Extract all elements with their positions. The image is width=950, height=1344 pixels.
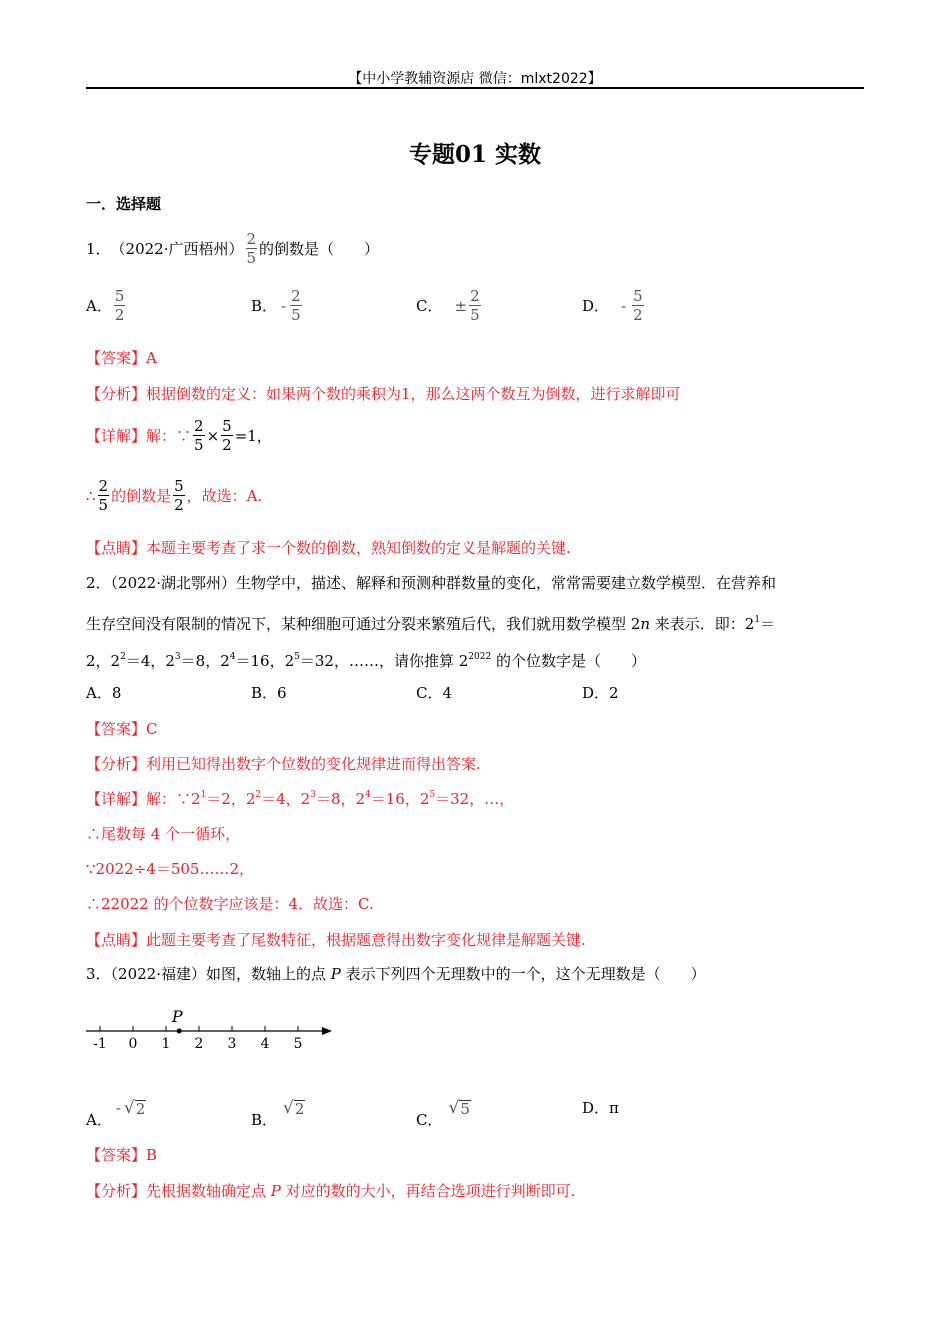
- q3-option-b-rad: 2: [294, 1099, 305, 1118]
- q1-option-a-frac: [114, 287, 126, 324]
- q3-stem-p: P: [330, 965, 341, 983]
- page-header: 【中小学教辅资源店 微信：mlxt2022】: [348, 71, 602, 87]
- q1-detail2-prefix: ∴: [86, 486, 96, 505]
- q2-line3-run: ＝16，2: [235, 652, 295, 670]
- q1-detail-prefix: 【详解】解：∵: [86, 427, 192, 445]
- q1-option-d-label: D．: [582, 297, 610, 315]
- number-line: [86, 1003, 336, 1053]
- q1-detail-frac2-num: 5: [222, 417, 232, 435]
- q2-stem-line3: [86, 647, 646, 671]
- q3-option-c-rad: 5: [460, 1099, 470, 1118]
- q2-line3-run: 5: [294, 652, 300, 662]
- q1-option-c-sign: ±: [454, 296, 468, 315]
- q1-analysis: 【分析】根据倒数的定义：如果两个数的乘积为1，那么这两个数互为倒数，进行求解即可: [86, 385, 681, 403]
- q1-option-d-num: 5: [633, 287, 643, 305]
- q2-line2-a: 生存空间没有限制的情况下，某种细胞可通过分裂来繁殖后代，我们就用数学模型 2: [86, 615, 641, 633]
- q1-option-c-den: 5: [470, 306, 480, 324]
- q1-option-d-den: 2: [633, 306, 643, 324]
- q1-option-c[interactable]: [416, 287, 483, 324]
- q3-option-d[interactable]: D．π: [582, 1099, 619, 1117]
- q2-detail-run: 1: [200, 790, 207, 800]
- q1-option-b-label: B．: [251, 297, 278, 315]
- q3-stem-b: 表示下列四个无理数中的一个，这个无理数是（ ）: [340, 965, 706, 983]
- q2-detail-run: 3: [310, 790, 316, 800]
- q2-line3-run: 4: [229, 652, 236, 662]
- q1-fraction: [246, 230, 258, 267]
- q1-detail-frac1-num: 2: [194, 417, 204, 435]
- number-line-tick-label: 2: [194, 1036, 204, 1052]
- q2-detail-run: ＝2，2: [206, 790, 256, 808]
- q2-line2-b: 来表示．即：2: [650, 615, 755, 633]
- q1-detail-2: [86, 477, 262, 514]
- q3-option-a-sign: -: [115, 1098, 121, 1117]
- q3-analysis: [86, 1180, 575, 1201]
- q1-option-a-label: A．: [86, 297, 112, 315]
- q1-option-b-sign: -: [281, 296, 287, 315]
- q1-number: 1．: [86, 239, 111, 258]
- q2-line2-c: ＝: [760, 615, 776, 633]
- q1-detail2-frac2-den: 2: [174, 496, 184, 514]
- q2-line2-sup: 1: [754, 615, 761, 625]
- number-line-tick-label: 5: [293, 1036, 303, 1052]
- number-line-point-label: P: [171, 1007, 183, 1026]
- q3-stem-a: 3．（2022·福建）如图，数轴上的点: [86, 965, 331, 983]
- q2-comment: 【点睛】此题主要考查了尾数特征，根据题意得出数字变化规律是解题关键.: [86, 931, 586, 949]
- q2-line3-run: 2，2: [86, 652, 121, 670]
- q2-step-4: ∴22022 的个位数字应该是：4．故选：C.: [86, 895, 374, 913]
- q2-line3-run: ＝4，2: [125, 652, 175, 670]
- q3-option-b[interactable]: [251, 1085, 305, 1130]
- number-line-tick-label: 3: [227, 1036, 237, 1052]
- q1-detail2-end: ，故选：A.: [186, 487, 263, 505]
- q1-detail: [86, 417, 272, 454]
- q3-option-b-sqrt: √ 2: [283, 1097, 305, 1118]
- q2-detail-run: ＝8，2: [315, 790, 366, 808]
- q3-option-b-label: B．: [251, 1111, 278, 1129]
- q1-detail2-mid: 的倒数是: [111, 487, 172, 505]
- q3-option-a-sqrt: √ 2: [123, 1097, 146, 1118]
- q3-analysis-a: 【分析】先根据数轴确定点: [86, 1182, 271, 1200]
- q3-option-a[interactable]: [86, 1085, 146, 1130]
- q1-answer: 【答案】A: [86, 349, 157, 367]
- q1-fraction-den: 5: [246, 249, 257, 267]
- q3-option-c-sqrt: √ 5: [448, 1097, 470, 1118]
- q2-detail-run: 4: [365, 790, 371, 800]
- q1-option-a-den: 2: [114, 306, 125, 324]
- q3-analysis-b: 对应的数的大小，再结合选项进行判断即可.: [280, 1182, 576, 1200]
- q2-answer: 【答案】C: [86, 720, 158, 738]
- q1-detail-frac1: [193, 417, 205, 454]
- q2-line3-run: 2022: [468, 652, 492, 662]
- q3-option-a-rad: 2: [135, 1099, 146, 1118]
- q1-detail2-frac1-den: 5: [98, 496, 109, 514]
- q3-option-a-label: A．: [86, 1111, 112, 1129]
- q1-detail2-frac2-num: 5: [174, 477, 184, 495]
- page-title: 专题01 实数: [408, 141, 541, 168]
- q1-detail2-frac2: [173, 477, 185, 514]
- q1-detail2-frac1-num: 2: [98, 477, 109, 495]
- q2-step-3: ∵2022÷4＝505……2，: [86, 860, 255, 878]
- number-line-tick-label: 0: [128, 1036, 138, 1052]
- q2-line3-run: ＝32，……，请你推算 2: [299, 652, 469, 670]
- q3-analysis-p: P: [270, 1182, 281, 1200]
- q2-stem-line2: [86, 610, 775, 634]
- number-line-arrow: [322, 1027, 332, 1035]
- q1-option-b-frac: [290, 287, 302, 324]
- number-line-point-p: [177, 1029, 182, 1034]
- q1-option-b[interactable]: [251, 287, 304, 324]
- q1-option-a[interactable]: [86, 287, 127, 324]
- q2-option-a[interactable]: A．8: [86, 684, 122, 702]
- number-line-tick-label: 4: [260, 1036, 270, 1052]
- q2-stem-line1: 2．（2022·湖北鄂州）生物学中，描述、解释和预测种群数量的变化，常常需要建立数学模型．在营养和: [86, 574, 776, 592]
- q1-stem: [86, 230, 379, 267]
- q2-detail-run: ＝16，2: [370, 790, 430, 808]
- q1-detail-frac2: [221, 417, 233, 454]
- q3-option-c[interactable]: [416, 1085, 471, 1130]
- q1-fraction-num: 2: [246, 230, 257, 248]
- q3-stem: [86, 964, 706, 984]
- q1-detail2-frac1: [98, 477, 110, 514]
- q1-detail-frac1-den: 5: [194, 436, 204, 454]
- q2-option-b[interactable]: B．6: [251, 684, 287, 702]
- q1-detail-times: ×: [206, 426, 220, 445]
- q1-option-a-num: 5: [114, 287, 125, 305]
- q1-source: （2022·广西梧州）: [110, 239, 244, 258]
- q2-option-c[interactable]: C．4: [416, 684, 453, 702]
- q2-step-2: ∴尾数每 4 个一循环，: [86, 825, 241, 843]
- q3-option-c-label: C．: [416, 1111, 443, 1129]
- section-heading: 一．选择题: [86, 195, 162, 213]
- q2-detail: [86, 788, 514, 809]
- q1-option-c-frac: [469, 287, 481, 324]
- q1-stem-text: 的倒数是（ ）: [259, 239, 380, 258]
- q2-line3-run: ＝8，2: [180, 652, 230, 670]
- q2-detail-run: 2: [255, 790, 262, 800]
- q2-analysis: 【分析】利用已知得出数字个位数的变化规律进而得出答案.: [86, 755, 481, 773]
- q2-line3-run: 2: [120, 652, 126, 662]
- q2-detail-run: 5: [429, 790, 436, 800]
- q1-detail-eq: =1，: [234, 427, 272, 445]
- q2-line3-run: 的个位数字是（ ）: [491, 652, 646, 670]
- q2-detail-run: 【详解】解：∵2: [86, 790, 201, 808]
- q2-line3-run: 3: [174, 652, 181, 662]
- q1-detail-frac2-den: 2: [222, 436, 232, 454]
- q2-option-d[interactable]: D．2: [582, 684, 619, 702]
- q2-detail-run: ＝32，…，: [435, 790, 515, 808]
- q1-comment: 【点睛】本题主要考查了求一个数的倒数，熟知倒数的定义是解题的关键.: [86, 539, 571, 557]
- q1-option-b-den: 5: [291, 306, 301, 324]
- q3-answer: 【答案】B: [86, 1146, 158, 1164]
- q2-line2-n: n: [640, 615, 650, 633]
- number-line-tick-label: 1: [161, 1036, 171, 1052]
- q1-option-b-num: 2: [291, 287, 301, 305]
- q1-option-c-label: C．: [416, 297, 443, 315]
- header-divider: [86, 87, 864, 89]
- q2-detail-run: ＝4，2: [261, 790, 311, 808]
- q1-option-d-frac: [632, 287, 644, 324]
- q1-option-c-num: 2: [470, 287, 480, 305]
- q1-option-d[interactable]: [582, 287, 646, 324]
- number-line-tick-label: -1: [93, 1036, 107, 1052]
- q1-option-d-sign: -: [621, 296, 627, 315]
